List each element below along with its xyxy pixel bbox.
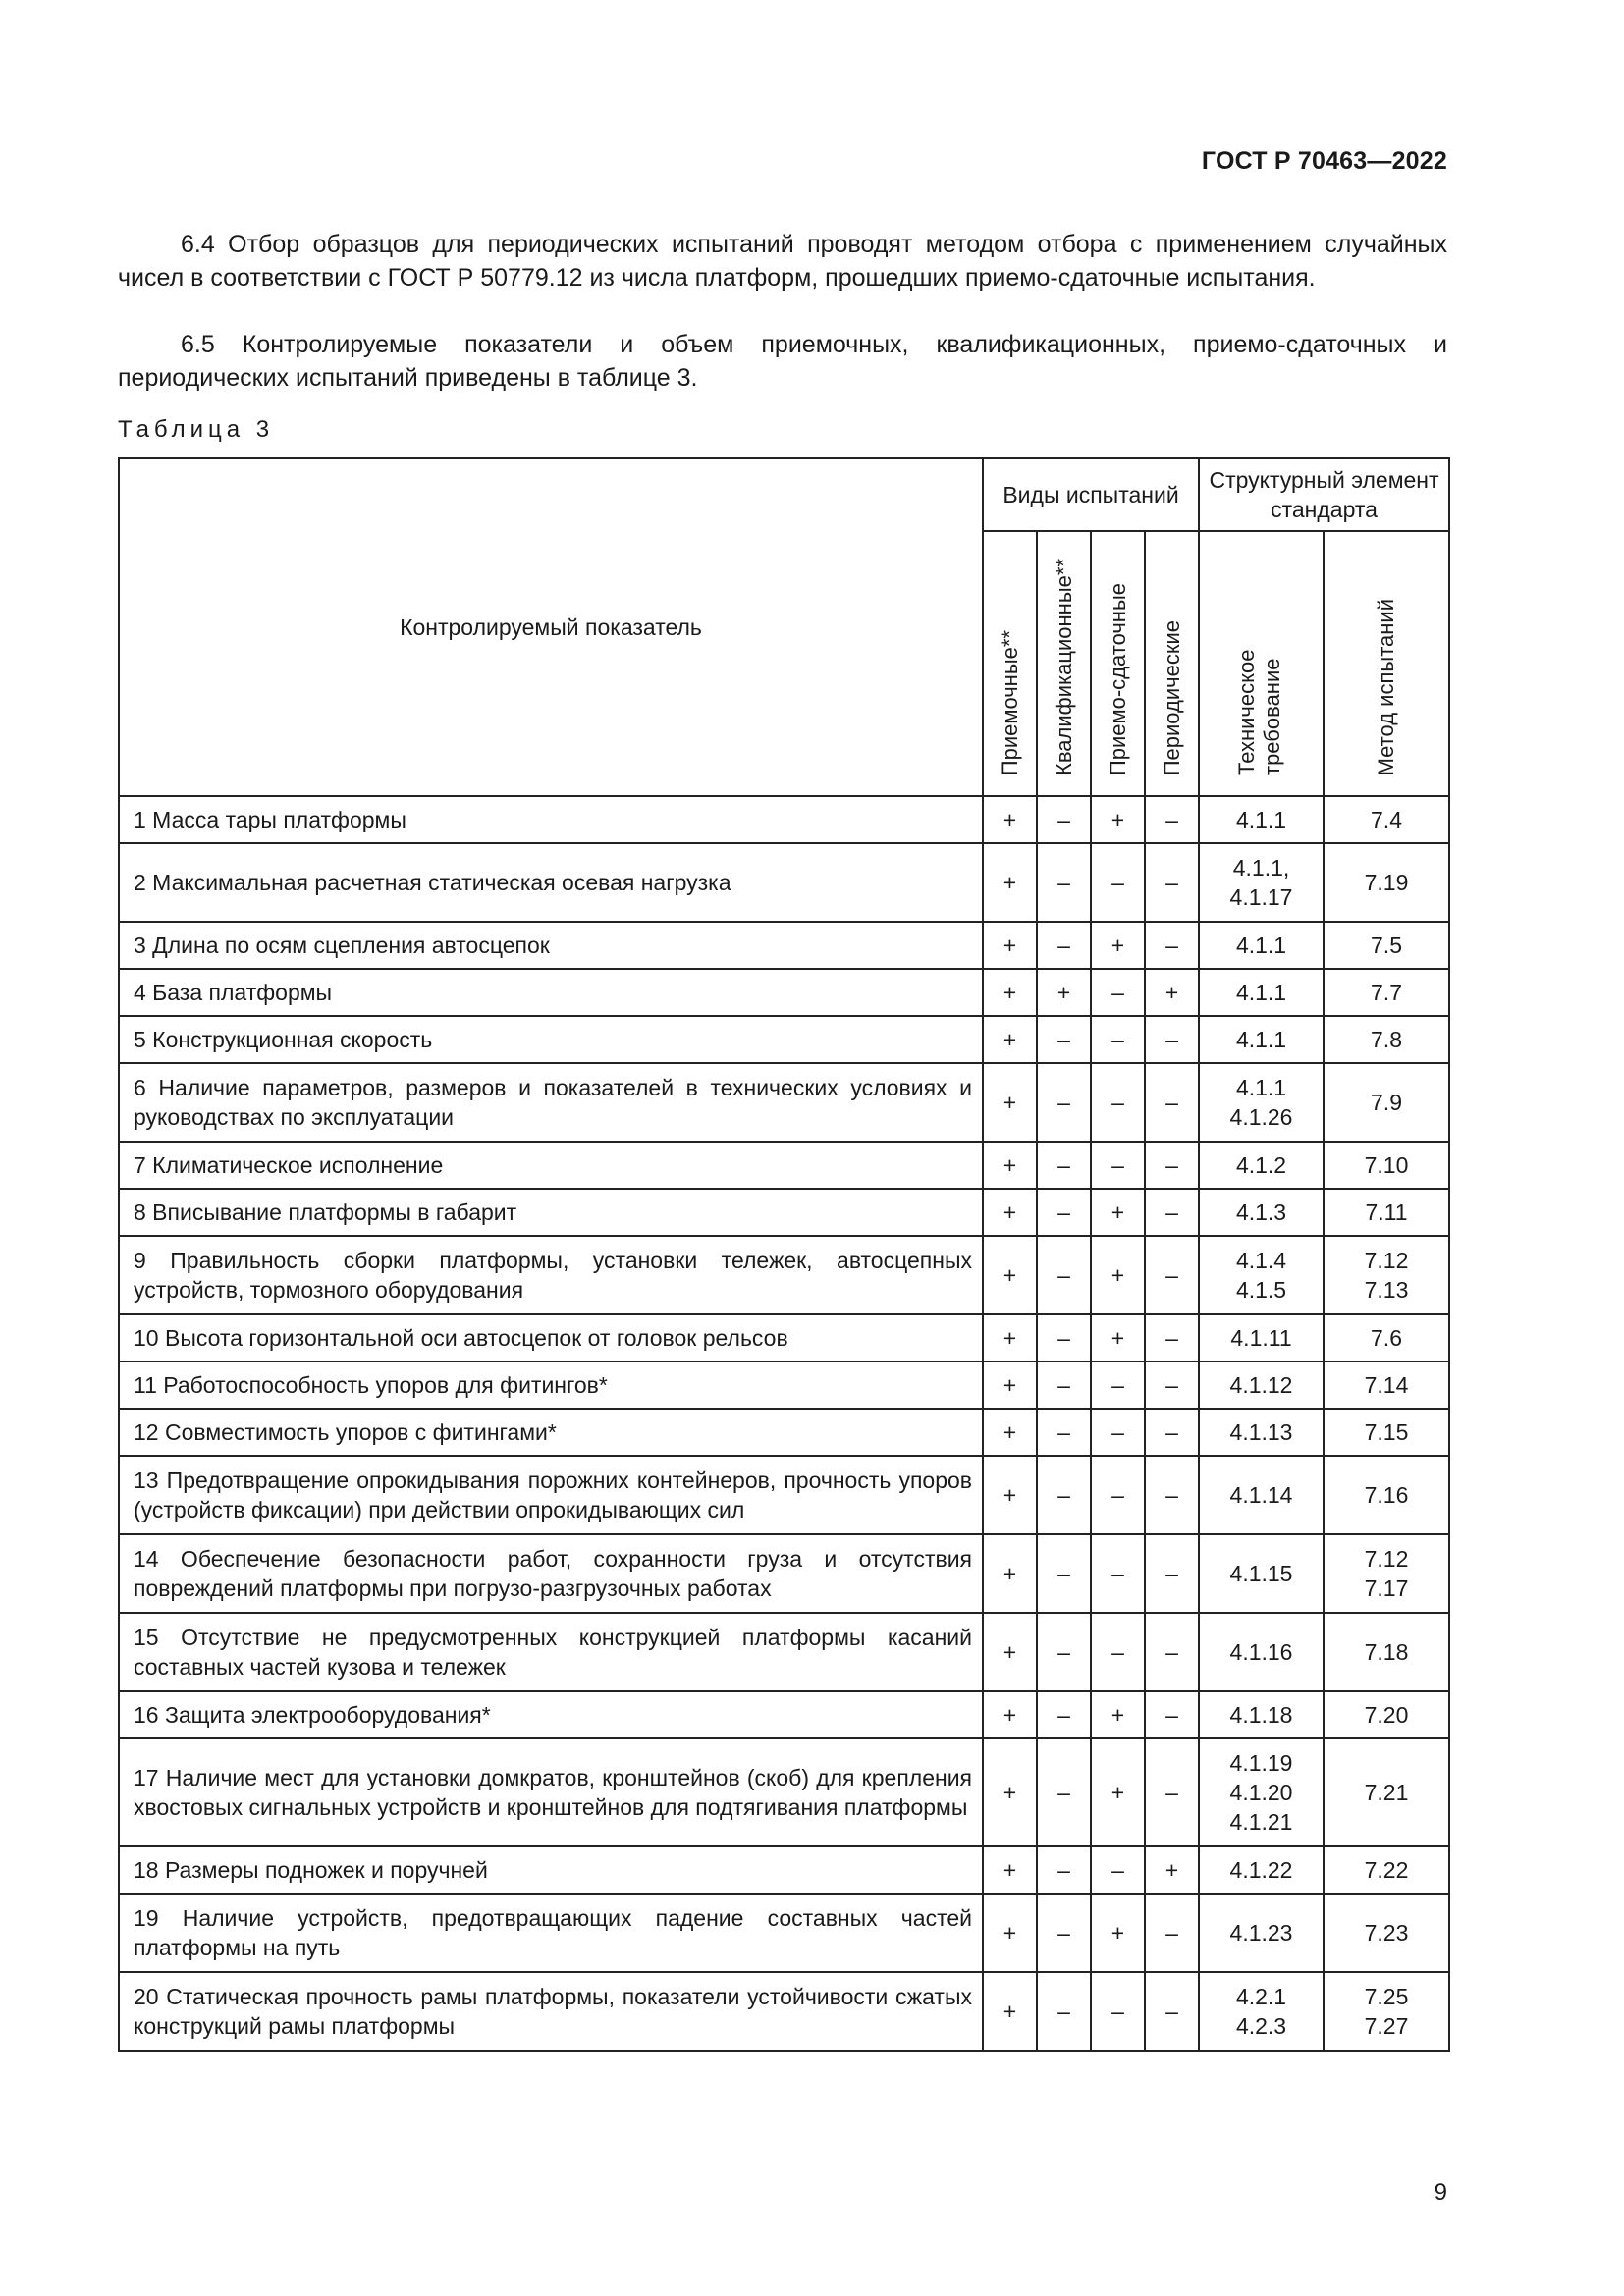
table-row bbox=[119, 1846, 1449, 1894]
acceptance-cell: + bbox=[983, 796, 1037, 843]
delivery-cell: – bbox=[1091, 1613, 1145, 1691]
page-number: 9 bbox=[1434, 2179, 1447, 2206]
periodic-cell: – bbox=[1145, 1691, 1199, 1738]
table-row bbox=[119, 1691, 1449, 1738]
periodic-cell: – bbox=[1145, 922, 1199, 969]
tech-requirement-cell: 4.2.1 4.2.3 bbox=[1199, 1972, 1324, 2051]
indicator-cell: 16 Защита электрооборудования* bbox=[119, 1691, 983, 1738]
test-method-cell: 7.5 bbox=[1324, 922, 1449, 969]
acceptance-cell: + bbox=[983, 1456, 1037, 1534]
delivery-cell: – bbox=[1091, 1846, 1145, 1894]
indicator-cell: 15 Отсутствие не предусмотренных конструкцией платформы касаний составных частей кузова и тележек bbox=[119, 1613, 983, 1691]
header-delivery bbox=[1091, 531, 1145, 796]
acceptance-cell: + bbox=[983, 1894, 1037, 1972]
tech-requirement-cell: 4.1.14 bbox=[1199, 1456, 1324, 1534]
header-qualification bbox=[1037, 531, 1091, 796]
delivery-cell: – bbox=[1091, 1409, 1145, 1456]
indicator-cell: 19 Наличие устройств, предотвращающих падение составных частей платформы на путь bbox=[119, 1894, 983, 1972]
header-structural-element: Структурный элемент стандарта bbox=[1199, 458, 1449, 531]
qualification-cell: – bbox=[1037, 1456, 1091, 1534]
acceptance-cell: + bbox=[983, 969, 1037, 1016]
delivery-cell: – bbox=[1091, 1534, 1145, 1613]
acceptance-cell: + bbox=[983, 1362, 1037, 1409]
delivery-cell: – bbox=[1091, 1456, 1145, 1534]
delivery-cell: – bbox=[1091, 1063, 1145, 1142]
table-caption: Таблица 3 bbox=[118, 416, 275, 443]
qualification-cell: + bbox=[1037, 969, 1091, 1016]
table-row bbox=[119, 1142, 1449, 1189]
periodic-cell: – bbox=[1145, 1016, 1199, 1063]
table-row bbox=[119, 1456, 1449, 1534]
qualification-cell: – bbox=[1037, 1534, 1091, 1613]
qualification-cell: – bbox=[1037, 1362, 1091, 1409]
header-qualification-label: Квалификационные** bbox=[1051, 559, 1076, 775]
indicator-cell: 14 Обеспечение безопасности работ, сохранности груза и отсутствия повреждений платформы при погрузо-разгрузочных работах bbox=[119, 1534, 983, 1613]
acceptance-cell: + bbox=[983, 1016, 1037, 1063]
indicator-cell: 9 Правильность сборки платформы, установки тележек, автосцепных устройств, тормозного оборудования bbox=[119, 1236, 983, 1314]
test-method-cell: 7.22 bbox=[1324, 1846, 1449, 1894]
test-method-cell: 7.15 bbox=[1324, 1409, 1449, 1456]
qualification-cell: – bbox=[1037, 1314, 1091, 1362]
acceptance-cell: + bbox=[983, 1142, 1037, 1189]
tech-requirement-cell: 4.1.12 bbox=[1199, 1362, 1324, 1409]
test-method-cell: 7.11 bbox=[1324, 1189, 1449, 1236]
header-indicator: Контролируемый показатель bbox=[119, 458, 983, 796]
indicator-cell: 8 Вписывание платформы в габарит bbox=[119, 1189, 983, 1236]
periodic-cell: – bbox=[1145, 1409, 1199, 1456]
qualification-cell: – bbox=[1037, 843, 1091, 922]
acceptance-cell: + bbox=[983, 1738, 1037, 1846]
qualification-cell: – bbox=[1037, 1894, 1091, 1972]
test-method-cell: 7.9 bbox=[1324, 1063, 1449, 1142]
tech-requirement-cell: 4.1.1 bbox=[1199, 922, 1324, 969]
tech-requirement-cell: 4.1.22 bbox=[1199, 1846, 1324, 1894]
header-test-method bbox=[1324, 531, 1449, 796]
indicator-cell: 12 Совместимость упоров с фитингами* bbox=[119, 1409, 983, 1456]
tech-requirement-cell: 4.1.19 4.1.20 4.1.21 bbox=[1199, 1738, 1324, 1846]
delivery-cell: – bbox=[1091, 1142, 1145, 1189]
tech-requirement-cell: 4.1.1 bbox=[1199, 1016, 1324, 1063]
tech-requirement-cell: 4.1.1 bbox=[1199, 796, 1324, 843]
acceptance-cell: + bbox=[983, 1189, 1037, 1236]
indicator-cell: 3 Длина по осям сцепления автосцепок bbox=[119, 922, 983, 969]
header-periodic bbox=[1145, 531, 1199, 796]
acceptance-cell: + bbox=[983, 1613, 1037, 1691]
test-method-cell: 7.7 bbox=[1324, 969, 1449, 1016]
table-body bbox=[119, 796, 1449, 2051]
delivery-cell: + bbox=[1091, 1691, 1145, 1738]
table-row bbox=[119, 1016, 1449, 1063]
delivery-cell: – bbox=[1091, 1362, 1145, 1409]
indicator-cell: 7 Климатическое исполнение bbox=[119, 1142, 983, 1189]
periodic-cell: – bbox=[1145, 1189, 1199, 1236]
qualification-cell: – bbox=[1037, 1409, 1091, 1456]
periodic-cell: – bbox=[1145, 1613, 1199, 1691]
acceptance-cell: + bbox=[983, 1236, 1037, 1314]
qualification-cell: – bbox=[1037, 922, 1091, 969]
tech-requirement-cell: 4.1.1 bbox=[1199, 969, 1324, 1016]
qualification-cell: – bbox=[1037, 1691, 1091, 1738]
tech-requirement-cell: 4.1.2 bbox=[1199, 1142, 1324, 1189]
table-row bbox=[119, 1189, 1449, 1236]
header-acceptance bbox=[983, 531, 1037, 796]
periodic-cell: – bbox=[1145, 843, 1199, 922]
periodic-cell: – bbox=[1145, 1534, 1199, 1613]
indicator-cell: 13 Предотвращение опрокидывания порожних контейнеров, прочность упоров (устройств фиксации) при действии опрокидывающих сил bbox=[119, 1456, 983, 1534]
delivery-cell: + bbox=[1091, 796, 1145, 843]
indicator-cell: 10 Высота горизонтальной оси автосцепок от головок рельсов bbox=[119, 1314, 983, 1362]
test-method-cell: 7.21 bbox=[1324, 1738, 1449, 1846]
qualification-cell: – bbox=[1037, 1063, 1091, 1142]
periodic-cell: – bbox=[1145, 1236, 1199, 1314]
periodic-cell: – bbox=[1145, 1972, 1199, 2051]
acceptance-cell: + bbox=[983, 1409, 1037, 1456]
delivery-cell: – bbox=[1091, 1972, 1145, 2051]
acceptance-cell: + bbox=[983, 1534, 1037, 1613]
table-row bbox=[119, 1314, 1449, 1362]
periodic-cell: – bbox=[1145, 796, 1199, 843]
header-periodic-label: Периодические bbox=[1159, 619, 1184, 775]
table-row bbox=[119, 922, 1449, 969]
qualification-cell: – bbox=[1037, 1613, 1091, 1691]
acceptance-cell: + bbox=[983, 843, 1037, 922]
table-row bbox=[119, 1894, 1449, 1972]
tech-requirement-cell: 4.1.23 bbox=[1199, 1894, 1324, 1972]
table-row bbox=[119, 1409, 1449, 1456]
qualification-cell: – bbox=[1037, 1846, 1091, 1894]
table-row bbox=[119, 796, 1449, 843]
delivery-cell: + bbox=[1091, 1894, 1145, 1972]
test-method-cell: 7.23 bbox=[1324, 1894, 1449, 1972]
test-method-cell: 7.10 bbox=[1324, 1142, 1449, 1189]
tech-requirement-cell: 4.1.1, 4.1.17 bbox=[1199, 843, 1324, 922]
paragraph-6-5: 6.5 Контролируемые показатели и объем приемочных, квалификационных, приемо-сдаточных и периодических испытаний приведены в таблице 3. bbox=[118, 331, 1447, 392]
table-3 bbox=[118, 457, 1450, 2052]
qualification-cell: – bbox=[1037, 1972, 1091, 2051]
delivery-cell: – bbox=[1091, 843, 1145, 922]
test-method-cell: 7.12 7.13 bbox=[1324, 1236, 1449, 1314]
acceptance-cell: + bbox=[983, 1314, 1037, 1362]
table-row bbox=[119, 1534, 1449, 1613]
header-tech-requirement bbox=[1199, 531, 1324, 796]
acceptance-cell: + bbox=[983, 922, 1037, 969]
tech-requirement-cell: 4.1.15 bbox=[1199, 1534, 1324, 1613]
test-method-cell: 7.18 bbox=[1324, 1613, 1449, 1691]
periodic-cell: + bbox=[1145, 1846, 1199, 1894]
table-row bbox=[119, 1613, 1449, 1691]
table-row bbox=[119, 969, 1449, 1016]
test-method-cell: 7.19 bbox=[1324, 843, 1449, 922]
periodic-cell: – bbox=[1145, 1894, 1199, 1972]
header-delivery-label: Приемо-сдаточные bbox=[1105, 582, 1130, 775]
header-test-types: Виды испытаний bbox=[983, 458, 1199, 531]
delivery-cell: + bbox=[1091, 1189, 1145, 1236]
indicator-cell: 4 База платформы bbox=[119, 969, 983, 1016]
delivery-cell: + bbox=[1091, 1738, 1145, 1846]
periodic-cell: – bbox=[1145, 1456, 1199, 1534]
test-method-cell: 7.12 7.17 bbox=[1324, 1534, 1449, 1613]
indicator-cell: 2 Максимальная расчетная статическая осевая нагрузка bbox=[119, 843, 983, 922]
header-test-method-label: Метод испытаний bbox=[1374, 598, 1399, 775]
table-row bbox=[119, 843, 1449, 922]
test-method-cell: 7.20 bbox=[1324, 1691, 1449, 1738]
test-method-cell: 7.4 bbox=[1324, 796, 1449, 843]
table-row bbox=[119, 1362, 1449, 1409]
periodic-cell: + bbox=[1145, 969, 1199, 1016]
tech-requirement-cell: 4.1.1 4.1.26 bbox=[1199, 1063, 1324, 1142]
qualification-cell: – bbox=[1037, 1236, 1091, 1314]
delivery-cell: – bbox=[1091, 1016, 1145, 1063]
test-method-cell: 7.14 bbox=[1324, 1362, 1449, 1409]
indicator-cell: 6 Наличие параметров, размеров и показателей в технических условиях и руководствах по эксплуатации bbox=[119, 1063, 983, 1142]
qualification-cell: – bbox=[1037, 796, 1091, 843]
qualification-cell: – bbox=[1037, 1016, 1091, 1063]
tech-requirement-cell: 4.1.4 4.1.5 bbox=[1199, 1236, 1324, 1314]
indicator-cell: 17 Наличие мест для установки домкратов, кронштейнов (скоб) для крепления хвостовых сигнальных устройств и кронштейнов для подтягивания платформы bbox=[119, 1738, 983, 1846]
indicator-cell: 11 Работоспособность упоров для фитингов* bbox=[119, 1362, 983, 1409]
header-acceptance-label: Приемочные** bbox=[997, 629, 1022, 775]
indicator-cell: 20 Статическая прочность рамы платформы, показатели устойчивости сжатых конструкций рамы платформы bbox=[119, 1972, 983, 2051]
acceptance-cell: + bbox=[983, 1691, 1037, 1738]
test-method-cell: 7.16 bbox=[1324, 1456, 1449, 1534]
periodic-cell: – bbox=[1145, 1314, 1199, 1362]
tech-requirement-cell: 4.1.11 bbox=[1199, 1314, 1324, 1362]
tech-requirement-cell: 4.1.3 bbox=[1199, 1189, 1324, 1236]
indicator-cell: 18 Размеры подножек и поручней bbox=[119, 1846, 983, 1894]
qualification-cell: – bbox=[1037, 1189, 1091, 1236]
header-tech-requirement-label: Техническое требование bbox=[1233, 649, 1284, 775]
qualification-cell: – bbox=[1037, 1738, 1091, 1846]
test-method-cell: 7.25 7.27 bbox=[1324, 1972, 1449, 2051]
delivery-cell: + bbox=[1091, 1236, 1145, 1314]
acceptance-cell: + bbox=[983, 1846, 1037, 1894]
table-row bbox=[119, 1738, 1449, 1846]
periodic-cell: – bbox=[1145, 1362, 1199, 1409]
indicator-cell: 5 Конструкционная скорость bbox=[119, 1016, 983, 1063]
tech-requirement-cell: 4.1.13 bbox=[1199, 1409, 1324, 1456]
acceptance-cell: + bbox=[983, 1063, 1037, 1142]
periodic-cell: – bbox=[1145, 1142, 1199, 1189]
tech-requirement-cell: 4.1.18 bbox=[1199, 1691, 1324, 1738]
tech-requirement-cell: 4.1.16 bbox=[1199, 1613, 1324, 1691]
qualification-cell: – bbox=[1037, 1142, 1091, 1189]
paragraph-6-4: 6.4 Отбор образцов для периодических испытаний проводят методом отбора с применением случайных чисел в соответствии с ГОСТ Р 50779.12 из числа платформ, прошедших приемо-сдаточные испытания. bbox=[118, 231, 1447, 292]
delivery-cell: + bbox=[1091, 1314, 1145, 1362]
test-method-cell: 7.8 bbox=[1324, 1016, 1449, 1063]
acceptance-cell: + bbox=[983, 1972, 1037, 2051]
indicator-cell: 1 Масса тары платформы bbox=[119, 796, 983, 843]
table-row bbox=[119, 1236, 1449, 1314]
periodic-cell: – bbox=[1145, 1063, 1199, 1142]
periodic-cell: – bbox=[1145, 1738, 1199, 1846]
document-code: ГОСТ Р 70463—2022 bbox=[1201, 147, 1447, 175]
test-method-cell: 7.6 bbox=[1324, 1314, 1449, 1362]
delivery-cell: + bbox=[1091, 922, 1145, 969]
table-row bbox=[119, 1972, 1449, 2051]
table-row bbox=[119, 1063, 1449, 1142]
delivery-cell: – bbox=[1091, 969, 1145, 1016]
